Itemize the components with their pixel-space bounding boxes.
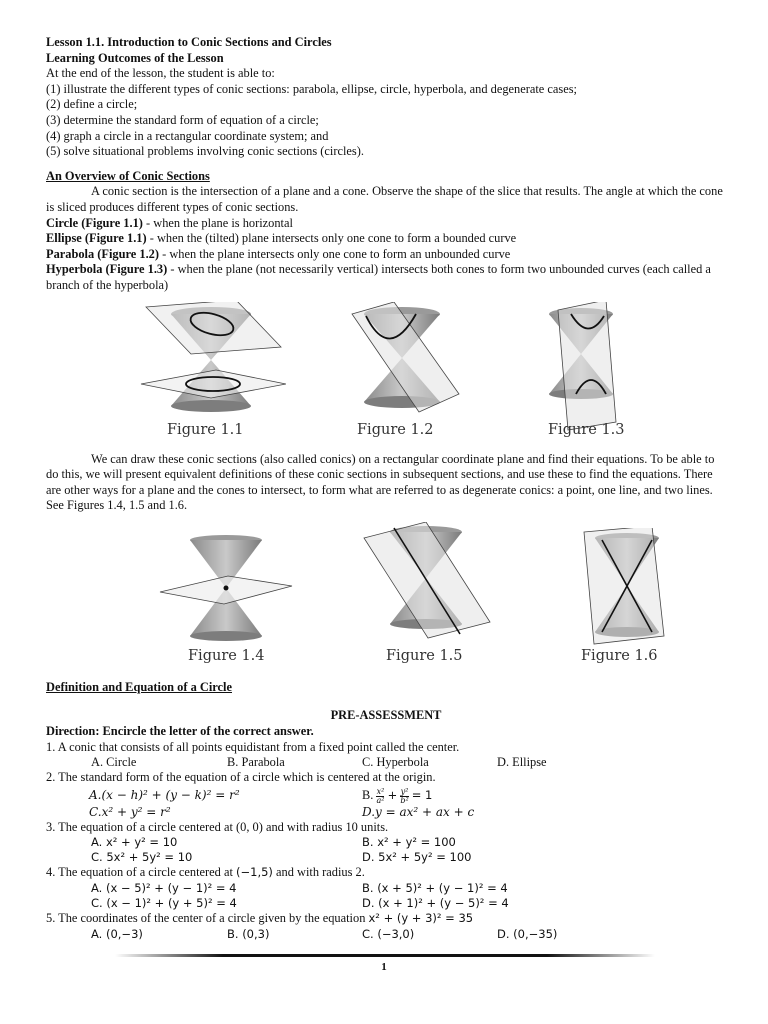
- option[interactable]: B. (x + 5)² + (y − 1)² = 4: [362, 881, 508, 896]
- figure-caption: Figure 1.3: [548, 421, 625, 438]
- outcome-item: (3) determine the standard form of equation of a circle;: [46, 112, 319, 127]
- degenerate-paragraph: We can draw these conic sections (also called conics) on a rectangular coordinate plane and find their equations. To be able to do this, we will present equivalent definitions of these conic sections in subsequent sections, and use these to find the equations. There are other ways for a plane and the cones to intersect, to form what are referred to as degenerate conics: a point, one line, and two lines. See Figures 1.4, 1.5 and 1.6.: [46, 451, 715, 513]
- figure-caption: Figure 1.5: [386, 647, 463, 664]
- option[interactable]: C. Hyperbola: [362, 755, 429, 770]
- preassessment-heading: PRE-ASSESSMENT: [330, 708, 442, 723]
- fraction-y: $\frac{\text{y²}}{\text{b²}}$: [400, 786, 409, 805]
- overview-paragraph: A conic section is the intersection of a plane and a cone. Observe the shape of the slice that results. The angle at which the cone is sliced produces different types of conic sections.: [46, 184, 723, 214]
- def-text: - when the plane intersects only one cone to form an unbounded curve: [159, 246, 511, 261]
- option[interactable]: A.(x − h)² + (y − k)² = r²: [89, 787, 240, 802]
- option[interactable]: D. (x + 1)² + (y − 5)² = 4: [362, 896, 509, 911]
- fraction-x: $\frac{\text{x²}}{\text{a²}}$: [376, 786, 385, 805]
- option[interactable]: A. Circle: [91, 755, 137, 770]
- option[interactable]: D.y = ax² + ax + c: [362, 804, 475, 819]
- figure-1-6-image: [582, 528, 672, 646]
- question-3-options-row2: [46, 850, 726, 865]
- center-point: (−1,5): [236, 865, 273, 880]
- option[interactable]: C.x² + y² = r²: [89, 804, 171, 819]
- question-2-options-row2: [46, 805, 726, 820]
- figure-caption: Figure 1.2: [357, 421, 434, 438]
- def-text: - when the (tilted) plane intersects only one cone to form a bounded curve: [146, 231, 517, 246]
- outcome-item: (1) illustrate the different types of conic sections: parabola, ellipse, circle, hyperbola, and degenerate cases;: [46, 81, 577, 96]
- preassessment-direction: Direction: Encircle the letter of the correct answer.: [46, 724, 314, 739]
- outcome-item: (2) define a circle;: [46, 97, 138, 112]
- def-term: Circle (Figure 1.1): [46, 215, 143, 230]
- option[interactable]: B. (0,3): [227, 926, 270, 941]
- option[interactable]: D. 5x² + 5y² = 100: [362, 850, 472, 865]
- question-4-options-row2: [46, 896, 726, 911]
- question-2: 2. The standard form of the equation of a circle which is centered at the origin.: [46, 770, 436, 785]
- def-text: - when the plane is horizontal: [142, 215, 293, 230]
- question-3-options-row1: [46, 835, 726, 850]
- option[interactable]: A. (x − 5)² + (y − 1)² = 4: [91, 881, 237, 896]
- option[interactable]: B. Parabola: [227, 755, 285, 770]
- figure-1-4-image: [156, 534, 296, 642]
- outcomes-heading: Learning Outcomes of the Lesson: [46, 50, 224, 65]
- def-term: Ellipse (Figure 1.1): [46, 231, 147, 246]
- option[interactable]: B. x² + y² = 100: [362, 835, 456, 850]
- def-term: Parabola (Figure 1.2): [46, 246, 159, 261]
- footer-divider: [115, 954, 655, 957]
- definition-parabola: [46, 247, 726, 263]
- figure-caption: Figure 1.1: [167, 421, 244, 438]
- option[interactable]: C. (−3,0): [362, 926, 415, 941]
- option[interactable]: B. $\frac{\text{x²}}{\text{a²}}$ + $\frac{\text{y²}}{\text{b²}}$ = 1: [362, 786, 433, 805]
- definition-circle: [46, 216, 726, 232]
- question-1-options: [46, 755, 726, 770]
- option[interactable]: C. 5x² + 5y² = 10: [91, 850, 193, 865]
- page-number: 1: [381, 961, 387, 973]
- figure-1-3-image: [536, 302, 636, 432]
- option[interactable]: D. Ellipse: [497, 755, 547, 770]
- figure-row-1: [46, 302, 726, 452]
- question-5-options: [46, 927, 726, 942]
- question-1: 1. A conic that consists of all points equidistant from a fixed point called the center.: [46, 739, 460, 754]
- figure-1-1-image: [136, 302, 286, 414]
- figure-caption: Figure 1.6: [581, 647, 658, 664]
- option-label: B.: [362, 787, 374, 802]
- def-term: Hyperbola (Figure 1.3): [46, 262, 168, 277]
- overview-heading: An Overview of Conic Sections: [46, 168, 210, 183]
- figure-1-2-image: [344, 302, 464, 414]
- document-page: [46, 35, 726, 942]
- outcome-item: (4) graph a circle in a rectangular coordinate system; and: [46, 128, 329, 143]
- definition-heading: Definition and Equation of a Circle: [46, 679, 232, 694]
- definition-ellipse: [46, 231, 726, 247]
- question-5: 5. The coordinates of the center of a circle given by the equation x² + (y + 3)² = 35: [46, 911, 474, 926]
- question-4-options-row1: [46, 881, 726, 896]
- option[interactable]: A. (0,−3): [91, 926, 143, 941]
- option[interactable]: D. (0,−35): [497, 926, 558, 941]
- question-3: 3. The equation of a circle centered at (0, 0) and with radius 10 units.: [46, 819, 389, 834]
- question-2-options-row1: [46, 786, 726, 805]
- outcome-item: (5) solve situational problems involving conic sections (circles).: [46, 144, 364, 159]
- outcomes-intro: At the end of the lesson, the student is able to:: [46, 66, 275, 81]
- equation: x² + (y + 3)² = 35: [368, 911, 474, 926]
- lesson-title: Lesson 1.1. Introduction to Conic Sections and Circles: [46, 35, 332, 49]
- figure-caption: Figure 1.4: [188, 647, 265, 664]
- definition-hyperbola: [46, 262, 726, 293]
- def-text: - when the plane (not necessarily vertical) intersects both cones to form two unbounded curves (each called a branch of the hyperbola): [46, 262, 711, 292]
- option[interactable]: A. x² + y² = 10: [91, 835, 178, 850]
- figure-1-5-image: [356, 522, 496, 640]
- question-4: 4. The equation of a circle centered at (−1,5) and with radius 2.: [46, 865, 365, 880]
- figure-row-2: [46, 522, 726, 674]
- option[interactable]: C. (x − 1)² + (y + 5)² = 4: [91, 896, 237, 911]
